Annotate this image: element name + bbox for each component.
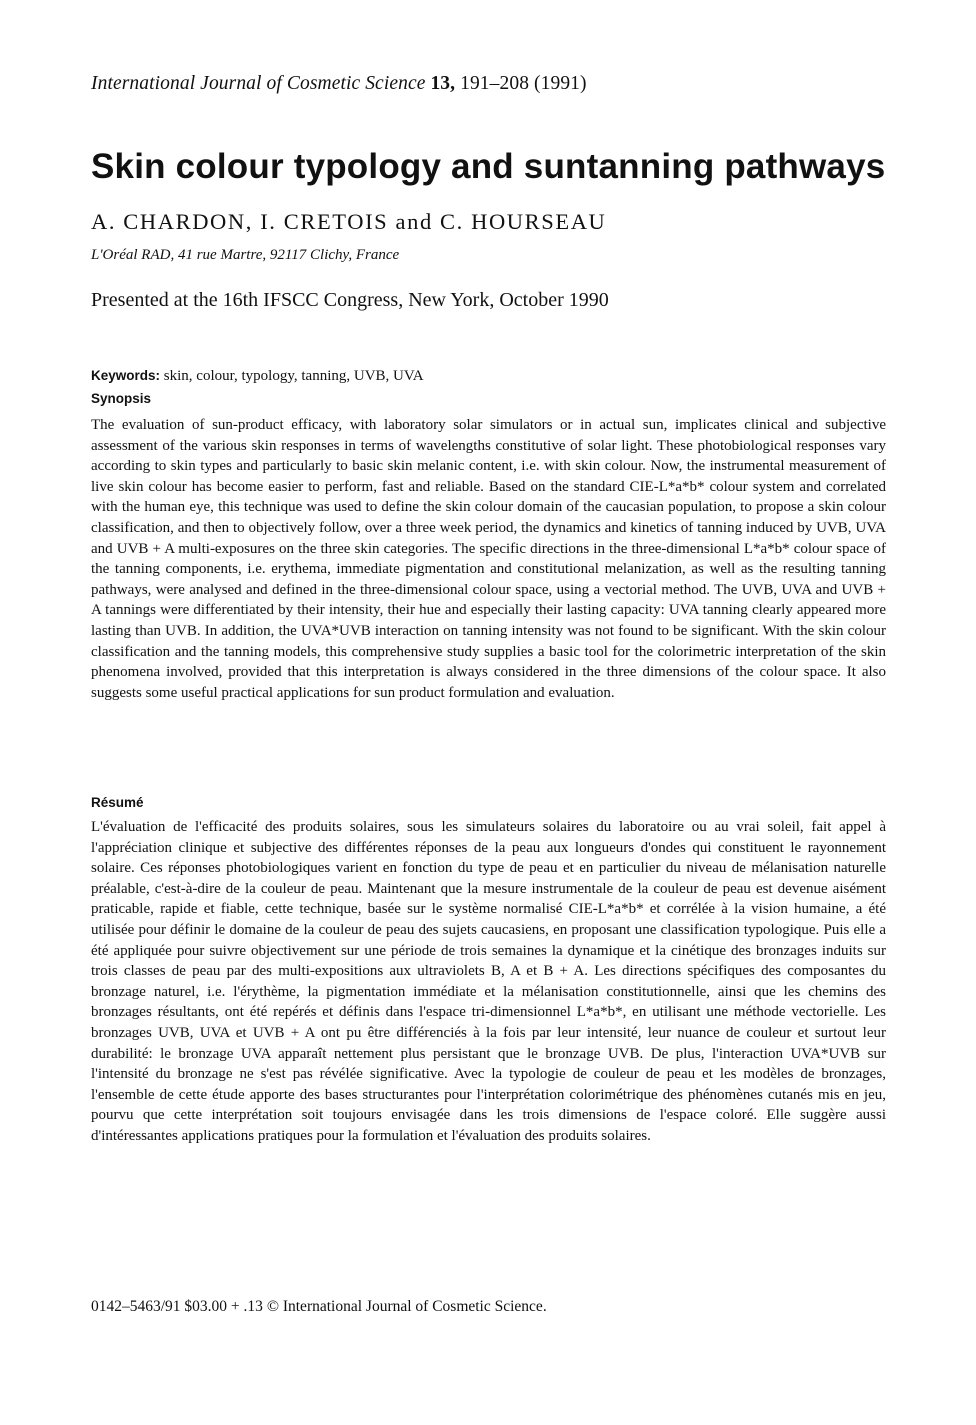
presentation-note: Presented at the 16th IFSCC Congress, New York, October 1990 xyxy=(91,289,609,311)
resume-section xyxy=(91,817,886,1147)
article-affiliation: L'Oréal RAD, 41 rue Martre, 92117 Clichy, France xyxy=(91,247,400,263)
resume-heading: Résumé xyxy=(91,795,144,810)
keywords-line xyxy=(91,366,886,387)
resume-paragraph: L'évaluation de l'efficacité des produits solaires, sous les simulateurs solaires du laboratoire ou au vrai soleil, fait appel à l'appréciation clinique et subjective des différentes réponses de la peau aux longueurs d'ondes qui constituent le rayonnement solaire. Ces réponses photobiologiques varient en fonction du type de peau et en particulier du niveau de mélanisation naturelle préalable, c'est-à-dire de la couleur de peau. Maintenant que la mesure instrumentale de la couleur de peau est devenue aisément praticable, rapide et fiable, cette technique, basée sur le système normalisé CIE-L*a*b* et corrélée à la vision humaine, a été utilisée pour définir le domaine de la couleur de peau des sujets caucasiens, en proposant une classification typologique. Puis elle a été appliquée pour suivre objectivement sur une période de trois semaines la dynamique et la cinétique des bronzages induits sur trois classes de peau par des multi-expositions aux ultraviolets B, A et B + A. Les directions spécifiques des composantes du bronzage naturel, i.e. l'érythème, la pigmentation immédiate et la mélanisation constitutionnelle, ainsi que les chemins des bronzages résultants, ont été repérés et définis dans l'espace tri-dimensionnel L*a*b*, en utilisant une méthode vectorielle. Les bronzages UVB, UVA et UVB + A ont pu être différenciés à la fois par leur intensité, leur nuance de couleur et surtout leur durabilité: le bronzage UVA apparaît nettement plus persistant que le bronzage UVB. De plus, l'interaction UVA*UVB sur l'intensité du bronzage ne s'est pas révélée significative. Avec la typologie de couleur de peau et les modèles de bronzages, l'ensemble de cette étude apporte des bases structurantes pour l'interprétation colorimétrique des phénomènes cutanés mis en jeu, pourvu que cette interprétation soit toujours envisagée dans les trois dimensions de l'espace coloré. Elle suggère aussi d'intéressantes applications pratiques pour la formulation et l'évaluation des produits solaires. xyxy=(91,819,886,1144)
journal-citation xyxy=(91,73,587,95)
journal-volume: 13, xyxy=(430,73,456,94)
synopsis-section xyxy=(91,415,886,703)
footer-publisher: International Journal of Cosmetic Science. xyxy=(282,1298,547,1315)
copyright-footer xyxy=(91,1298,547,1316)
article-authors: A. CHARDON, I. CRETOIS and C. HOURSEAU xyxy=(91,209,607,234)
copyright-icon: © xyxy=(266,1298,279,1315)
footer-code-price: 0142–5463/91 $03.00 + .13 xyxy=(91,1298,263,1315)
journal-name: International Journal of Cosmetic Science xyxy=(91,73,426,94)
synopsis-heading: Synopsis xyxy=(91,391,152,406)
keywords-value: skin, colour, typology, tanning, UVB, UVA xyxy=(163,368,424,384)
keywords-label: Keywords: xyxy=(91,368,161,383)
article-title: Skin colour typology and suntanning pathways xyxy=(91,147,886,186)
synopsis-paragraph: The evaluation of sun-product efficacy, with laboratory solar simulators or in actual sun, implicates clinical and subjective assessment of the various skin responses in terms of wavelengths constitutive of solar light. These photobiological responses vary according to skin types and particularly to basic skin melanic content, i.e. with skin colour. Now, the instrumental measurement of live skin colour has become easier to perform, fast and reliable. Based on the standard CIE-L*a*b* colour system and correlated with the human eye, this technique was used to define the skin colour domain of the caucasian population, to propose a skin colour classification, and then to objectively follow, over a three week period, the dynamics and kinetics of tanning induced by UVB, UVA and UVB + A multi-exposures on the three skin categories. The specific directions in the three-dimensional L*a*b* colour space of the tanning components, i.e. erythema, immediate pigmentation and constitutional melanization, as well as the resulting tanning pathways, were analysed and defined in the three-dimensional colour space, using a vectorial method. The UVB, UVA and UVB + A tannings were differentiated by their intensity, their hue and especially their lasting capacity: UVA tanning clearly appeared more lasting than UVB. In addition, the UVA*UVB interaction on tanning intensity was not found to be significant. With the skin colour classification and the tanning models, this comprehensive study supplies a basic tool for the colorimetric interpretation of the skin phenomena involved, provided that this interpretation is always considered in the three dimensions of the colour space. It also suggests some useful practical applications for sun product formulation and evaluation. xyxy=(91,417,886,701)
journal-pages-year: 191–208 (1991) xyxy=(460,73,587,94)
